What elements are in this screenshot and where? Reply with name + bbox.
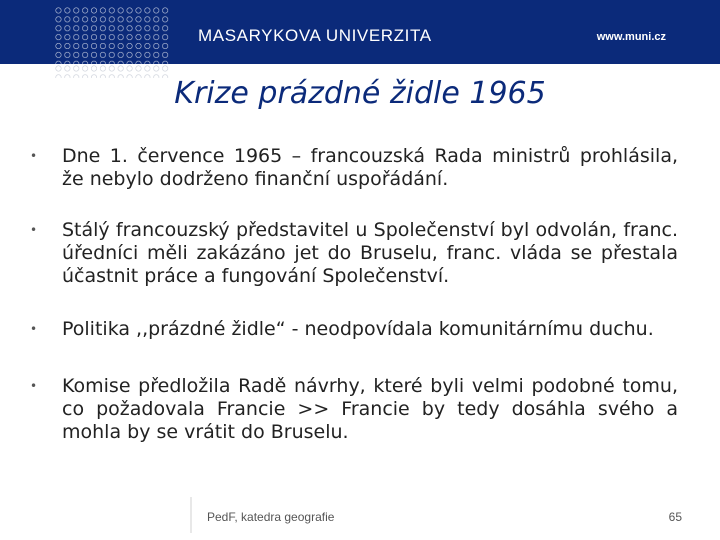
- website-link[interactable]: www.muni.cz: [596, 31, 666, 43]
- bullet-list: [28, 145, 678, 444]
- bullet-icon: •: [30, 149, 38, 163]
- bullet-item: [28, 219, 678, 288]
- header-bar: [0, 0, 720, 64]
- bullet-text: Komise předložila Radě návrhy, které byli velmi podobné tomu, co požadovala Francie >> Francie by tedy dosáhla svého a mohla by se vrátit do Bruselu.: [62, 375, 678, 443]
- bullet-text: Stálý francouzský představitel u Společenství byl odvolán, franc. úředníci měli zakázáno jet do Bruselu, franc. vláda se přestala účastnit práce a fungování Společenství.: [62, 219, 678, 287]
- footer-divider: [190, 497, 192, 533]
- bullet-item: [28, 318, 678, 341]
- bullet-item: [28, 145, 678, 191]
- university-name: MASARYKOVA UNIVERZITA: [198, 26, 432, 45]
- bullet-text: Politika ,,prázdné židle“ - neodpovídala komunitárnímu duchu.: [62, 318, 654, 340]
- bullet-icon: •: [30, 223, 38, 237]
- bullet-icon: •: [30, 322, 38, 336]
- bullet-item: [28, 375, 678, 444]
- bullet-icon: •: [30, 379, 38, 393]
- bullet-text: Dne 1. července 1965 – francouzská Rada ministrů prohlásila, že nebylo dodrženo finanční uspořádání.: [62, 145, 678, 190]
- slide-title: Krize prázdné židle 1965: [174, 76, 546, 111]
- page-number: 65: [668, 510, 682, 524]
- footer-department: PedF, katedra geografie: [207, 510, 335, 524]
